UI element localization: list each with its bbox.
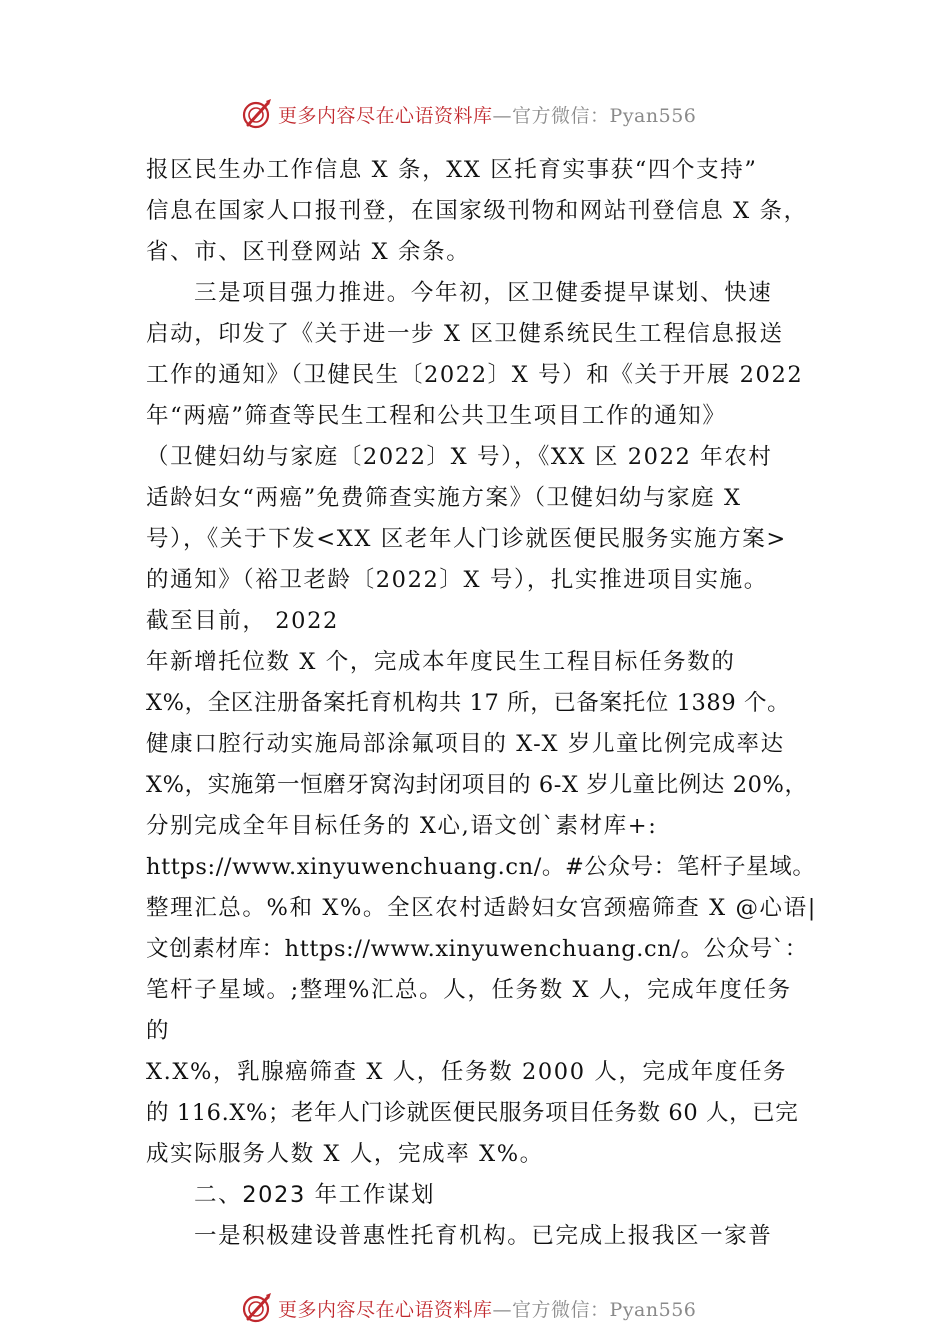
text-line: （卫健妇幼与家庭〔2022〕X 号），《XX 区 2022 年农村 xyxy=(146,444,773,470)
brush-logo-icon xyxy=(240,1291,274,1325)
text-line: https://www.xinyuwenchuang.cn/。#公众号：笔杆子星域。 xyxy=(146,854,816,880)
text-line: 报区民生办工作信息 X 条，XX 区托育实事获“四个支持” xyxy=(146,157,758,183)
text-line: 成实际服务人数 X 人，完成率 X%。 xyxy=(146,1141,544,1167)
text-line: X%，实施第一恒磨牙窝沟封闭项目的 6-X 岁儿童比例达 20%， xyxy=(146,772,808,798)
text-line: 截至目前， 2022 xyxy=(146,608,339,634)
text-line: 的 116.X%；老年人门诊就医便民服务项目任务数 60 人，已完 xyxy=(146,1100,799,1126)
watermark-banner-top xyxy=(240,96,760,132)
brush-logo-icon xyxy=(240,97,274,131)
text-line: 的 xyxy=(146,1018,171,1044)
text-line: 省、市、区刊登网站 X 余条。 xyxy=(146,239,471,265)
text-line: X.X%，乳腺癌筛查 X 人，任务数 2000 人，完成年度任务 xyxy=(146,1059,788,1085)
watermark-text: 更多内容尽在心语资料库—官方微信：Pyan556 xyxy=(278,1298,697,1321)
text-line: 年新增托位数 X 个，完成本年度民生工程目标任务数的 xyxy=(146,649,736,675)
text-line: 健康口腔行动实施局部涂氟项目的 X-X 岁儿童比例完成率达 xyxy=(146,731,785,757)
paragraph-start: 一是积极建设普惠性托育机构。已完成上报我区一家普 xyxy=(194,1223,773,1249)
paragraph-start: 三是项目强力推进。今年初，区卫健委提早谋划、快速 xyxy=(194,280,773,306)
text-line: 文创素材库：https://www.xinyuwenchuang.cn/。公众号`： xyxy=(146,936,808,962)
text-line: 信息在国家人口报刊登，在国家级刊物和网站刊登信息 X 条， xyxy=(146,198,808,224)
text-line: 分别完成全年目标任务的 X心,语文创`素材库+: xyxy=(146,813,658,839)
text-line: 整理汇总。%和 X%。全区农村适龄妇女宫颈癌筛查 X @心语| xyxy=(146,895,817,921)
text-line: 工作的通知》（卫健民生〔2022〕X 号）和《关于开展 2022 xyxy=(146,362,804,388)
text-line: 适龄妇女“两癌”免费筛查实施方案》（卫健妇幼与家庭 X xyxy=(146,485,742,511)
text-line: 号），《关于下发<XX 区老年人门诊就医便民服务实施方案> xyxy=(146,526,787,552)
text-line: 的通知》（裕卫老龄〔2022〕X 号），扎实推进项目实施。 xyxy=(146,567,768,593)
text-line: 年“两癌”筛查等民生工程和公共卫生项目工作的通知》 xyxy=(146,403,727,429)
text-line: X%，全区注册备案托育机构共 17 所，已备案托位 1389 个。 xyxy=(146,690,791,716)
watermark-text: 更多内容尽在心语资料库—官方微信：Pyan556 xyxy=(278,104,697,127)
text-line: 笔杆子星域。;整理%汇总。人，任务数 X 人，完成年度任务 xyxy=(146,977,792,1003)
text-line: 启动，印发了《关于进一步 X 区卫健系统民生工程信息报送 xyxy=(146,321,784,347)
watermark-banner-bottom xyxy=(240,1290,760,1326)
document-body xyxy=(146,150,818,1257)
section-heading: 二、2023 年工作谋划 xyxy=(194,1182,436,1208)
